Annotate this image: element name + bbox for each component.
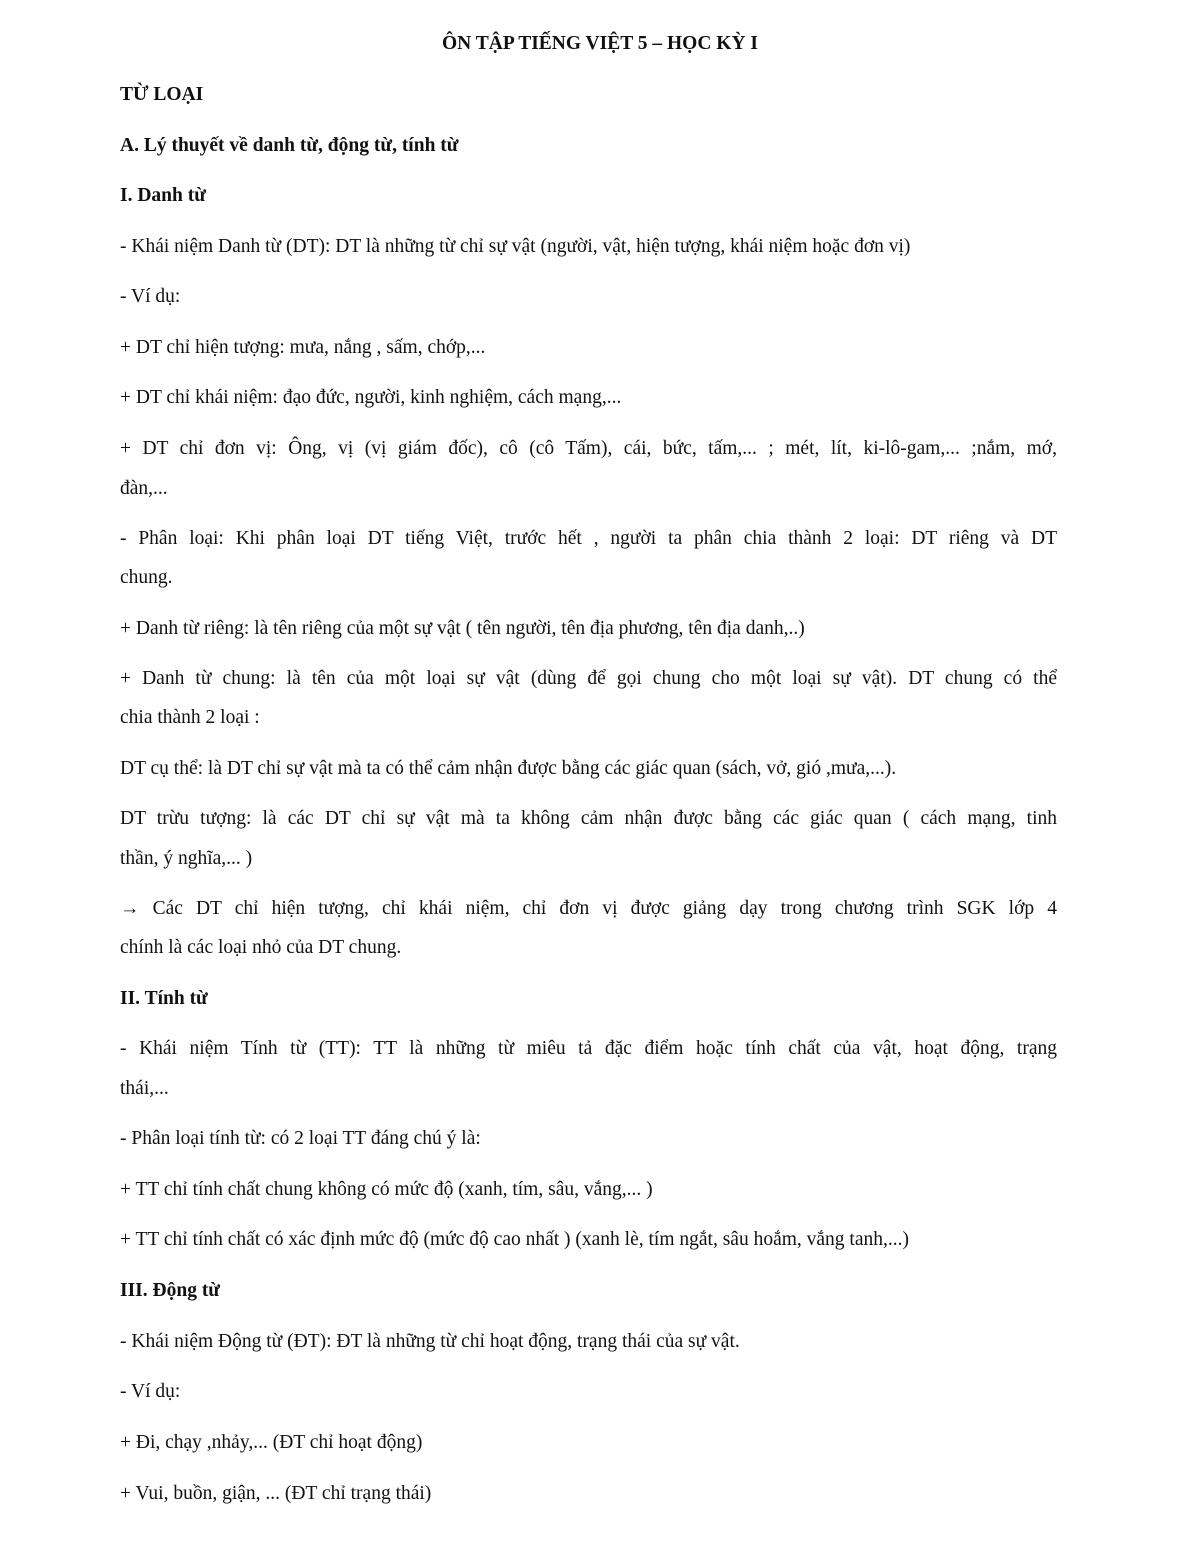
section-heading-tu-loai: TỪ LOẠI xyxy=(120,84,204,105)
paragraph-line: + TT chỉ tính chất có xác định mức độ (mức độ cao nhất ) (xanh lè, tím ngắt, sâu hoắm, vắng tanh,...) xyxy=(120,1229,909,1250)
paragraph-line: chia thành 2 loại : xyxy=(120,707,260,728)
paragraph-line: - Khái niệm Danh từ (DT): DT là những từ chỉ sự vật (người, vật, hiện tượng, khái niệm hoặc đơn vị) xyxy=(120,236,911,257)
section-heading-dong-tu: III. Động từ xyxy=(120,1280,221,1301)
paragraph-line: DT trừu tượng: là các DT chỉ sự vật mà ta không cảm nhận được bằng các giác quan ( cách mạng, tinh xyxy=(120,808,1057,829)
paragraph-line: DT cụ thể: là DT chỉ sự vật mà ta có thể cảm nhận được bằng các giác quan (sách, vở, gió ,mưa,...). xyxy=(120,758,897,779)
paragraph-line: + Đi, chạy ,nhảy,... (ĐT chỉ hoạt động) xyxy=(120,1432,423,1453)
section-heading-tinh-tu: II. Tính từ xyxy=(120,988,208,1009)
paragraph-line: + Vui, buồn, giận, ... (ĐT chỉ trạng thái) xyxy=(120,1483,432,1504)
paragraph-line: - Khái niệm Tính từ (TT): TT là những từ miêu tả đặc điểm hoặc tính chất của vật, hoạt động, trạng xyxy=(120,1038,1057,1059)
paragraph-line: + DT chỉ khái niệm: đạo đức, người, kinh nghiệm, cách mạng,... xyxy=(120,387,622,408)
paragraph-line: + DT chỉ hiện tượng: mưa, nắng , sấm, chớp,... xyxy=(120,337,486,358)
paragraph-line: đàn,... xyxy=(120,478,168,499)
paragraph-line: chính là các loại nhỏ của DT chung. xyxy=(120,937,402,958)
paragraph-line: thái,... xyxy=(120,1078,169,1099)
section-heading-a: A. Lý thuyết về danh từ, động từ, tính từ xyxy=(120,135,459,156)
paragraph-line: - Khái niệm Động từ (ĐT): ĐT là những từ chỉ hoạt động, trạng thái của sự vật. xyxy=(120,1331,740,1352)
paragraph-line: + Danh từ chung: là tên của một loại sự vật (dùng để gọi chung cho một loại sự vật). DT chung có thể xyxy=(120,668,1057,689)
paragraph-line: - Ví dụ: xyxy=(120,1381,181,1402)
paragraph-line: + TT chỉ tính chất chung không có mức độ (xanh, tím, sâu, vắng,... ) xyxy=(120,1179,653,1200)
paragraph-line: - Ví dụ: xyxy=(120,286,181,307)
paragraph-line: - Phân loại: Khi phân loại DT tiếng Việt, trước hết , người ta phân chia thành 2 loại: DT riêng và DT xyxy=(120,528,1057,549)
section-heading-danh-tu: I. Danh từ xyxy=(120,185,206,206)
paragraph-line: + Danh từ riêng: là tên riêng của một sự vật ( tên người, tên địa phương, tên địa danh,..) xyxy=(120,618,805,639)
paragraph-line: thần, ý nghĩa,... ) xyxy=(120,848,253,869)
paragraph-line: + DT chỉ đơn vị: Ông, vị (vị giám đốc), cô (cô Tấm), cái, bức, tấm,... ; mét, lít, ki-lô-gam,... ;nắm, mớ, xyxy=(120,438,1057,459)
paragraph-line: chung. xyxy=(120,567,173,588)
document-title: ÔN TẬP TIẾNG VIỆT 5 – HỌC KỲ I xyxy=(441,33,759,54)
paragraph-line: → Các DT chỉ hiện tượng, chỉ khái niệm, chỉ đơn vị được giảng dạy trong chương trình SGK lớp 4 xyxy=(120,898,1057,919)
paragraph-line: - Phân loại tính từ: có 2 loại TT đáng chú ý là: xyxy=(120,1128,481,1149)
